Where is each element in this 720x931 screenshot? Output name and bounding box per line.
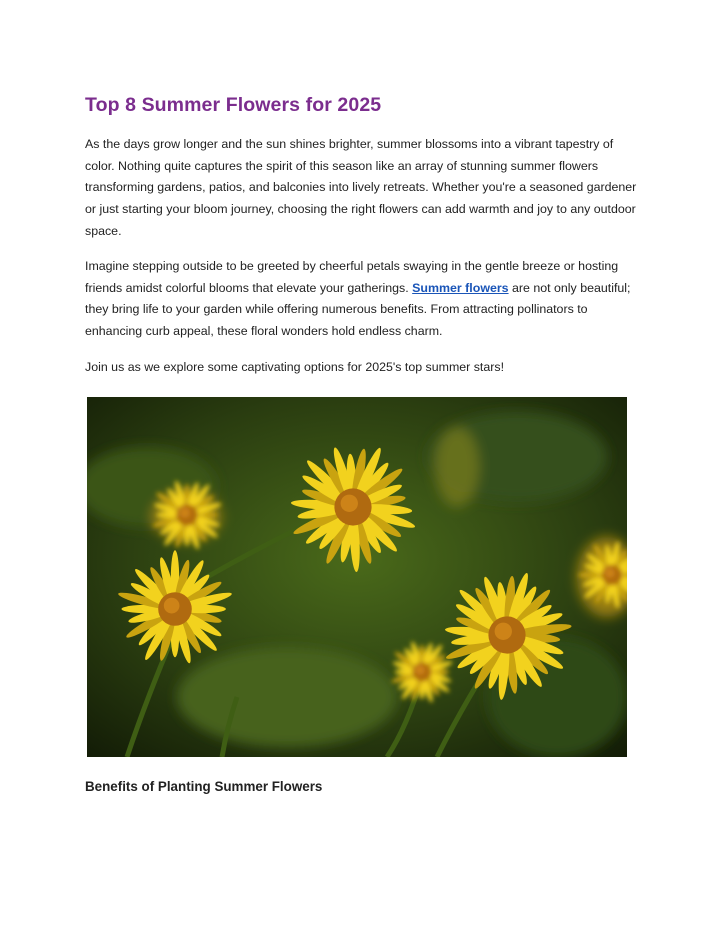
second-line-with-link (85, 278, 637, 300)
second-paragraph (85, 256, 637, 343)
flower-center-highlight (416, 666, 425, 675)
flowers-illustration (87, 397, 627, 757)
page-title: Top 8 Summer Flowers for 2025 (85, 94, 382, 116)
second-line: Imagine stepping outside to be greeted by cheerful petals swaying in the gentle breeze or hosting (85, 259, 619, 273)
intro-line: color. Nothing quite captures the spirit of this season like an array of stunning summer flowers (85, 158, 599, 173)
second-line: they bring life to your garden while offering numerous benefits. From attracting pollinators to (85, 302, 588, 317)
intro-line: or just starting your bloom journey, choosing the right flowers can add warmth and joy to any outdoor (85, 202, 636, 217)
closing-paragraph (85, 357, 637, 379)
flower-center-highlight (164, 598, 180, 614)
section-heading: Benefits of Planting Summer Flowers (85, 779, 323, 794)
second-text-before: friends amidst colorful blooms that elevate your gatherings. (85, 280, 413, 295)
summer-flowers-link[interactable]: Summer flowers (412, 280, 509, 295)
second-text-after: are not only beautiful; (508, 280, 631, 295)
flower-center-highlight (341, 495, 358, 512)
second-line: enhancing curb appeal, these floral wonders hold endless charm. (85, 324, 443, 339)
flower-center-highlight (495, 623, 512, 640)
flower-center-highlight (605, 568, 615, 578)
summer-flowers-photo (87, 397, 627, 757)
intro-line: transforming gardens, patios, and balconies into lively retreats. Whether you're a seasoned gardener (85, 180, 637, 195)
intro-line: space. (85, 223, 122, 238)
intro-paragraph (85, 134, 637, 242)
closing-line: Join us as we explore some captivating options for 2025's top summer stars! (85, 360, 505, 374)
flower-center-highlight (180, 508, 190, 518)
intro-line: As the days grow longer and the sun shines brighter, summer blossoms into a vibrant tapestry of (85, 137, 614, 151)
